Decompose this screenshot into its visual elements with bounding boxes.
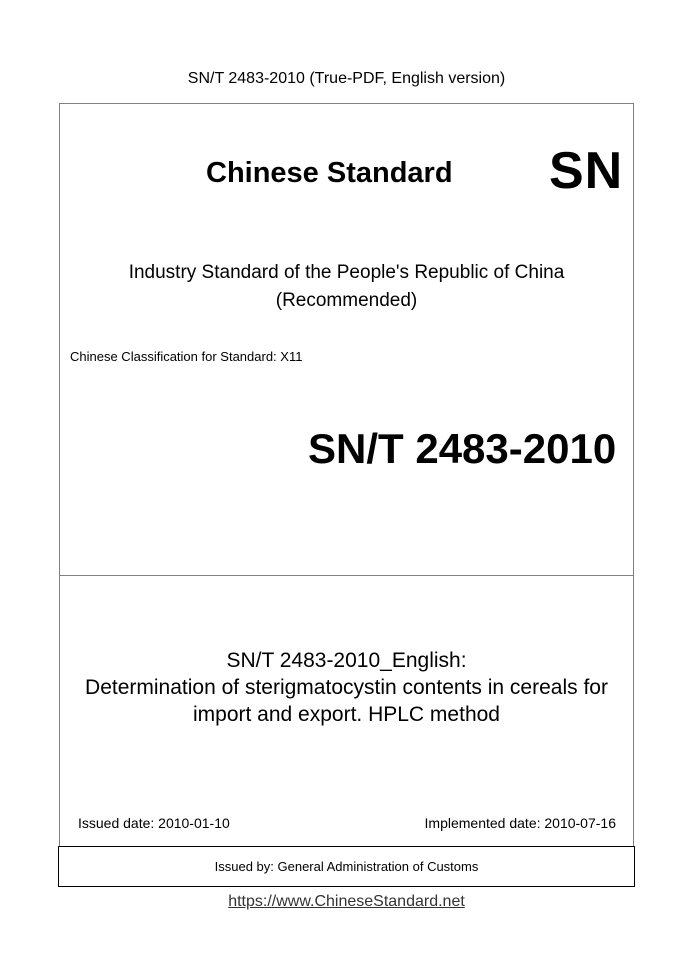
- brand-code: SN: [549, 142, 624, 200]
- classification-text: Chinese Classification for Standard: X11: [70, 349, 303, 364]
- industry-line-2: (Recommended): [275, 290, 418, 311]
- industry-line-1: Industry Standard of the People's Republic of China: [128, 262, 565, 283]
- brand-title: Chinese Standard: [206, 157, 453, 189]
- issued-date: Issued date: 2010-01-10: [78, 815, 230, 831]
- footer: [0, 893, 693, 911]
- title-line-1: SN/T 2483-2010_English:: [226, 649, 467, 672]
- website-link[interactable]: https://www.ChineseStandard.net: [228, 893, 465, 910]
- document-title: [59, 647, 634, 728]
- industry-standard-heading: [59, 259, 634, 315]
- issuer-box: [58, 846, 635, 887]
- page-header: SN/T 2483-2010 (True-PDF, English version): [187, 70, 506, 87]
- standard-number: SN/T 2483-2010: [308, 425, 617, 472]
- title-line-2: Determination of sterigmatocystin contents in cereals for: [85, 676, 608, 699]
- issued-by-text: Issued by: General Administration of Customs: [214, 859, 479, 874]
- implemented-date: Implemented date: 2010-07-16: [424, 815, 616, 831]
- title-line-3: import and export. HPLC method: [193, 703, 500, 726]
